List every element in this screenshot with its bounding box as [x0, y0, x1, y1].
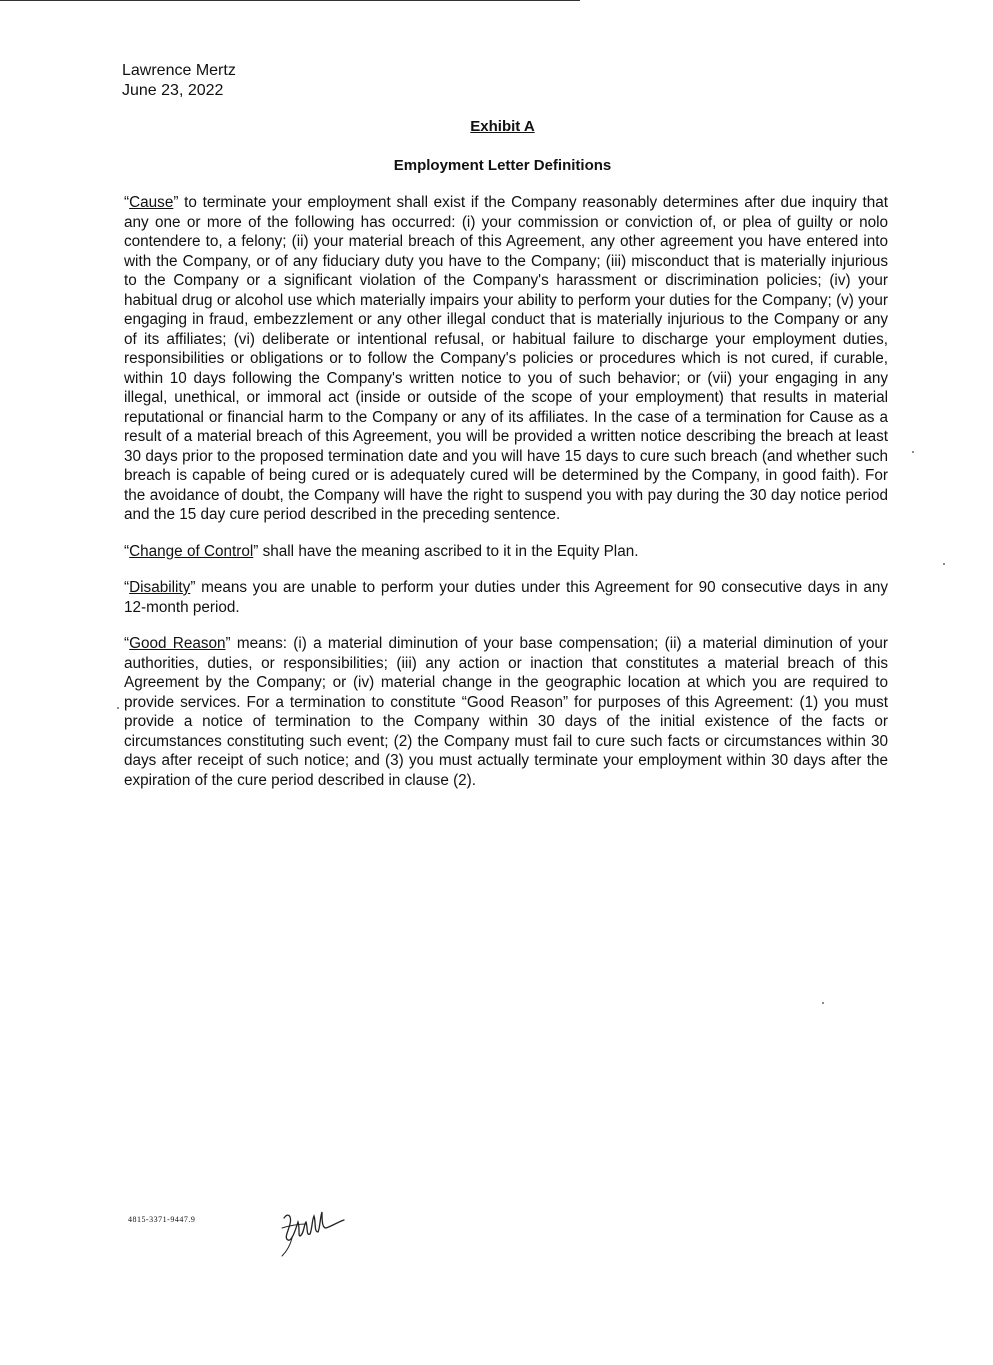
handwritten-initials — [278, 1198, 348, 1260]
definition-good-reason-text: ” means: (i) a material diminution of your base compensation; (ii) a material diminution of your authorities, duties, or responsibilities; (iii) any action or inaction that constitutes a material breach of this Agreement by the Company; or (iv) material change in the geographic location at which you are required to provide services. For a termination to constitute “Good Reason” for purposes of this Agreement: (1) you must provide a notice of termination to the Company within 30 days of the initial existence of the facts or circumstances constituting such event; (2) the Company must fail to cure such facts or circumstances within 30 days after receipt of such notice; and (3) you must actually terminate your employment within 30 days after the expiration of the cure period described in clause (2). — [124, 635, 888, 789]
scan-speck — [912, 451, 914, 453]
definition-cause-text: ” to terminate your employment shall exist if the Company reasonably determines after due inquiry that any one or more of the following has occurred: (i) your commission or conviction of, or plea of guilty or nolo contendere to, a felony; (ii) your material breach of this Agreement, any other agreement you have entered into with the Company, or of any fiduciary duty you have to the Company; (iii) misconduct that is materially injurious to the Company or a significant violation of the Company's harassment or discrimination policies; (iv) your habitual drug or alcohol use which materially impairs your ability to perform your duties for the Company; (v) your engaging in fraud, embezzlement or any other illegal conduct that is materially injurious to the Company or any of its affiliates; (vi) deliberate or intentional refusal, or habitual failure to discharge your employment duties, responsibilities or obligations or to follow the Company's policies or procedures which is not cured, if curable, within 10 days following the Company's written notice to you of such behavior; or (vii) your engaging in any illegal, unethical, or immoral act (inside or outside of the scope of your employment) that results in material reputational or financial harm to the Company or any of its affiliates. In the case of a termination for Cause as a result of a material breach of this Agreement, you will be provided a written notice describing the breach at least 30 days prior to the proposed termination date and you will have 15 days to cure such breach (and whether such breach is capable of being cured or is adequately cured will be determined by the Company, in good faith). For the avoidance of doubt, the Company will have the right to suspend you with pay during the 30 day notice period and the 15 day cure period described in the preceding sentence. — [124, 194, 888, 523]
letter-header — [122, 61, 236, 101]
scan-speck — [943, 563, 945, 565]
letter-date: June 23, 2022 — [122, 82, 224, 99]
term-disability: Disability — [129, 579, 191, 596]
recipient-name: Lawrence Mertz — [122, 62, 236, 79]
definition-change-of-control-text: ” shall have the meaning ascribed to it in the Equity Plan. — [253, 542, 639, 560]
scan-edge-line — [0, 0, 580, 1]
term-cause: Cause — [129, 194, 174, 211]
scan-speck — [822, 1002, 824, 1004]
document-id: 4815-3371-9447.9 — [128, 1215, 196, 1224]
definition-change-of-control: “Change of Control” shall have the meaning ascribed to it in the Equity Plan. — [124, 542, 639, 560]
term-change-of-control: Change of Control — [129, 542, 254, 560]
definition-disability: “Disability” means you are unable to perform your duties under this Agreement for 90 consecutive days in any 12-month period. — [124, 579, 888, 616]
definition-cause: “Cause” to terminate your employment shall exist if the Company reasonably determines after due inquiry that any one or more of the following has occurred: (i) your commission or conviction of, or plea of guilty or nolo contendere to, a felony; (ii) your material breach of this Agreement, any other agreement you have entered into with the Company, or of any fiduciary duty you have to the Company; (iii) misconduct that is materially injurious to the Company or a significant violation of the Company's harassment or discrimination policies; (iv) your habitual drug or alcohol use which materially impairs your ability to perform your duties for the Company; (v) your engaging in fraud, embezzlement or any other illegal conduct that is materially injurious to the Company or any of its affiliates; (vi) deliberate or intentional refusal, or habitual failure to discharge your employment duties, responsibilities or obligations or to follow the Company's policies or procedures which is not cured, if curable, within 10 days following the Company's written notice to you of such behavior; or (vii) your engaging in any illegal, unethical, or immoral act (inside or outside of the scope of your employment) that results in material reputational or financial harm to the Company or any of its affiliates. In the case of a termination for Cause as a result of a material breach of this Agreement, you will be provided a written notice describing the breach at least 30 days prior to the proposed termination date and you will have 15 days to cure such breach (and whether such breach is capable of being cured or is adequately cured will be determined by the Company, in good faith). For the avoidance of doubt, the Company will have the right to suspend you with pay during the 30 day notice period and the 15 day cure period described in the preceding sentence. — [124, 194, 888, 523]
exhibit-title: Exhibit A — [470, 118, 535, 135]
definitions-body — [124, 193, 888, 807]
section-title: Employment Letter Definitions — [393, 157, 612, 174]
scan-speck — [117, 707, 119, 709]
term-good-reason: Good Reason — [129, 635, 226, 652]
definition-good-reason: “Good Reason” means: (i) a material diminution of your base compensation; (ii) a material diminution of your authorities, duties, or responsibilities; (iii) any action or inaction that constitutes a material breach of this Agreement by the Company; or (iv) material change in the geographic location at which you are required to provide services. For a termination to constitute “Good Reason” for purposes of this Agreement: (1) you must provide a notice of termination to the Company within 30 days of the initial existence of the facts or circumstances constituting such event; (2) the Company must fail to cure such facts or circumstances within 30 days after receipt of such notice; and (3) you must actually terminate your employment within 30 days after the expiration of the cure period described in clause (2). — [124, 635, 888, 789]
definition-disability-text: ” means you are unable to perform your duties under this Agreement for 90 consecutive days in any 12-month period. — [124, 579, 888, 616]
